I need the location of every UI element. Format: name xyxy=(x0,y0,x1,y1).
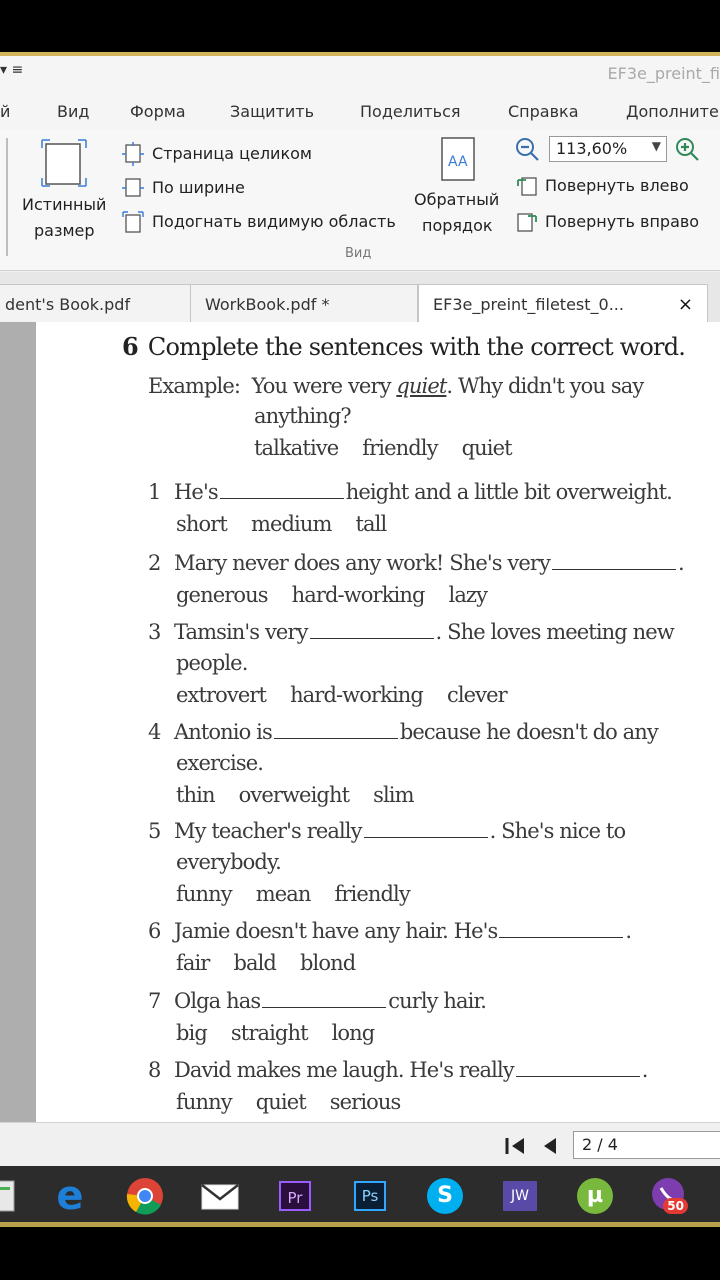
exercise-number: 6 xyxy=(122,332,138,361)
question-5-continuation: everybody. xyxy=(176,850,281,874)
question-5-options xyxy=(176,882,434,906)
menu-item-help[interactable]: Справка xyxy=(508,102,579,121)
option: serious xyxy=(329,1090,401,1114)
page-indicator: 2 / 4 xyxy=(582,1135,618,1154)
option: hard-working xyxy=(290,683,423,707)
close-tab-icon[interactable]: × xyxy=(677,294,693,315)
option: hard-working xyxy=(291,583,425,607)
option: short xyxy=(176,512,227,536)
fit-width-label: По ширине xyxy=(152,178,245,197)
jw-player-icon[interactable] xyxy=(500,1176,540,1216)
tab-label: WorkBook.pdf * xyxy=(205,295,330,314)
question-text: Tamsin's very xyxy=(174,620,308,644)
menu-item-protect[interactable]: Защитить xyxy=(230,102,314,121)
document-tabs xyxy=(0,272,720,323)
option: blond xyxy=(299,951,356,975)
rotate-left-label: Повернуть влево xyxy=(545,176,689,195)
true-size-icon xyxy=(40,138,90,188)
option: thin xyxy=(176,783,215,807)
skype-icon[interactable] xyxy=(425,1176,465,1216)
pdf-page xyxy=(36,322,720,1122)
quick-access-toolbar[interactable]: ▾ ≡ xyxy=(0,62,24,78)
question-4 xyxy=(148,720,658,744)
menu-item-more[interactable]: Дополните xyxy=(626,102,719,121)
answer-blank xyxy=(552,568,676,570)
option: bald xyxy=(233,951,276,975)
option: talkative xyxy=(254,436,339,460)
fit-page-label: Страница целиком xyxy=(152,144,312,163)
question-7-options xyxy=(176,1021,398,1045)
skype-glyph: S xyxy=(427,1178,463,1214)
option: friendly xyxy=(362,436,438,460)
question-7 xyxy=(148,989,486,1013)
option: funny xyxy=(176,882,232,906)
question-1 xyxy=(148,480,672,504)
menu-item-share[interactable]: Поделиться xyxy=(360,102,461,121)
example-answer: quiet xyxy=(396,374,447,398)
true-size-label-2: размер xyxy=(34,221,95,240)
viber-icon[interactable] xyxy=(650,1176,690,1216)
prev-page-icon[interactable] xyxy=(541,1136,559,1156)
zoom-out-icon[interactable] xyxy=(515,137,541,163)
question-text-after: . xyxy=(677,551,684,575)
fit-page-icon xyxy=(121,142,145,166)
premiere-icon[interactable] xyxy=(275,1176,315,1216)
option: overweight xyxy=(238,783,350,807)
fit-visible-label: Подогнать видимую область xyxy=(152,212,396,231)
question-number: 2 xyxy=(148,551,161,575)
question-text: Olga has xyxy=(174,989,261,1013)
question-number: 6 xyxy=(148,919,161,943)
menu-item-view[interactable]: Вид xyxy=(57,102,90,121)
option: long xyxy=(331,1021,375,1045)
question-text-after: curly hair. xyxy=(388,989,487,1013)
question-text-after: . xyxy=(641,1058,648,1082)
option: friendly xyxy=(334,882,410,906)
title-bar xyxy=(0,56,720,92)
question-text: David makes me laugh. He's really xyxy=(174,1058,514,1082)
question-number: 7 xyxy=(148,989,161,1013)
status-bar xyxy=(0,1122,720,1167)
example-label: Example: xyxy=(148,374,241,398)
tab-ef3e-preint[interactable] xyxy=(418,284,708,322)
exercise-instructions: Complete the sentences with the correct word. xyxy=(147,333,686,361)
question-text: He's xyxy=(174,480,218,504)
first-page-icon[interactable] xyxy=(504,1136,526,1156)
question-5 xyxy=(148,819,625,843)
option: quiet xyxy=(461,436,512,460)
example-line xyxy=(148,374,643,398)
option: funny xyxy=(176,1090,232,1114)
ribbon xyxy=(0,130,720,271)
window-title: EF3e_preint_fi xyxy=(607,64,720,83)
question-number: 4 xyxy=(148,720,161,744)
option: quiet xyxy=(255,1090,306,1114)
screen xyxy=(0,52,720,1227)
question-6-options xyxy=(176,951,379,975)
question-text: Mary never does any work! She's very xyxy=(174,551,550,575)
answer-blank xyxy=(274,737,398,739)
rotate-right-label: Повернуть вправо xyxy=(545,212,700,231)
question-4-continuation: exercise. xyxy=(176,751,263,775)
question-8-options xyxy=(176,1090,424,1114)
answer-blank xyxy=(220,497,344,499)
option: generous xyxy=(176,583,268,607)
tab-students-book[interactable] xyxy=(0,284,195,322)
tab-label: EF3e_preint_filetest_0... xyxy=(433,295,624,314)
example-text-after: . Why didn't you say xyxy=(446,374,644,398)
utorrent-glyph: µ xyxy=(577,1178,613,1214)
option: tall xyxy=(355,512,387,536)
question-text-after: height and a little bit overweight. xyxy=(345,480,672,504)
option: lazy xyxy=(448,583,488,607)
exercise-heading xyxy=(122,332,685,361)
question-3-continuation: people. xyxy=(176,651,248,675)
edge-glyph: e xyxy=(56,1173,84,1219)
question-8 xyxy=(148,1058,648,1082)
fit-width-icon xyxy=(121,176,145,200)
option: straight xyxy=(230,1021,308,1045)
tab-workbook[interactable] xyxy=(190,284,418,322)
photoshop-glyph: Ps xyxy=(354,1181,386,1211)
menu-item-form[interactable]: Форма xyxy=(130,102,186,121)
answer-blank xyxy=(516,1075,640,1077)
question-text: Jamie doesn't have any hair. He's xyxy=(174,919,498,943)
page-number-input[interactable] xyxy=(573,1131,720,1159)
question-text-after: because he doesn't do any xyxy=(399,720,658,744)
option: extrovert xyxy=(176,683,267,707)
question-text-after: . She's nice to xyxy=(489,819,626,843)
option: slim xyxy=(373,783,414,807)
option: clever xyxy=(446,683,507,707)
question-3-options xyxy=(176,683,531,707)
answer-blank xyxy=(310,637,434,639)
jw-glyph: JW xyxy=(503,1181,537,1211)
reverse-order-icon-text: AA xyxy=(448,154,468,170)
question-number: 5 xyxy=(148,819,161,843)
tab-label: dent's Book.pdf xyxy=(5,295,131,314)
question-1-options xyxy=(176,512,410,536)
rotate-left-icon xyxy=(515,174,539,198)
premiere-glyph: Pr xyxy=(279,1181,311,1211)
utorrent-icon[interactable] xyxy=(575,1176,615,1216)
ribbon-separator xyxy=(6,138,8,256)
question-text: My teacher's really xyxy=(174,819,362,843)
question-6 xyxy=(148,919,631,943)
ribbon-group-label-view: Вид xyxy=(345,246,372,261)
rotate-right-icon xyxy=(515,210,539,234)
chrome-icon[interactable] xyxy=(125,1176,165,1216)
taskbar xyxy=(0,1166,720,1227)
answer-blank xyxy=(499,936,623,938)
fit-visible-icon xyxy=(121,210,145,236)
option: medium xyxy=(250,512,332,536)
chevron-down-icon: ▼ xyxy=(651,139,661,153)
question-4-options xyxy=(176,783,438,807)
zoom-select[interactable] xyxy=(549,136,667,162)
menu-item-partial[interactable]: й xyxy=(0,102,11,121)
file-icon[interactable] xyxy=(0,1176,22,1216)
answer-blank xyxy=(364,836,488,838)
option: big xyxy=(176,1021,207,1045)
example-options xyxy=(254,436,536,460)
document-area xyxy=(0,322,720,1122)
photoshop-icon[interactable] xyxy=(350,1176,390,1216)
example-line-2: anything? xyxy=(254,404,351,428)
question-text-after: . She loves meeting new xyxy=(435,620,674,644)
zoom-value: 113,60% xyxy=(556,139,628,158)
reverse-order-label-1: Обратный xyxy=(414,190,500,209)
question-2-options xyxy=(176,583,511,607)
option: fair xyxy=(176,951,210,975)
zoom-in-icon[interactable] xyxy=(675,137,703,163)
question-number: 8 xyxy=(148,1058,161,1082)
question-3 xyxy=(148,620,674,644)
question-number: 1 xyxy=(148,480,161,504)
menu-bar xyxy=(0,92,720,131)
question-number: 3 xyxy=(148,620,161,644)
option: mean xyxy=(255,882,311,906)
true-size-label-1: Истинный xyxy=(22,195,107,214)
question-text-after: . xyxy=(625,919,632,943)
screen-bottom-border xyxy=(0,1222,720,1227)
mail-icon[interactable] xyxy=(200,1176,240,1216)
edge-icon[interactable] xyxy=(50,1173,90,1219)
notification-badge: 50 xyxy=(663,1198,688,1214)
question-2 xyxy=(148,551,684,575)
example-text: You were very xyxy=(251,374,397,398)
answer-blank xyxy=(262,1006,386,1008)
question-text: Antonio is xyxy=(174,720,272,744)
reverse-order-label-2: порядок xyxy=(422,216,493,235)
reverse-order-icon xyxy=(440,136,478,184)
